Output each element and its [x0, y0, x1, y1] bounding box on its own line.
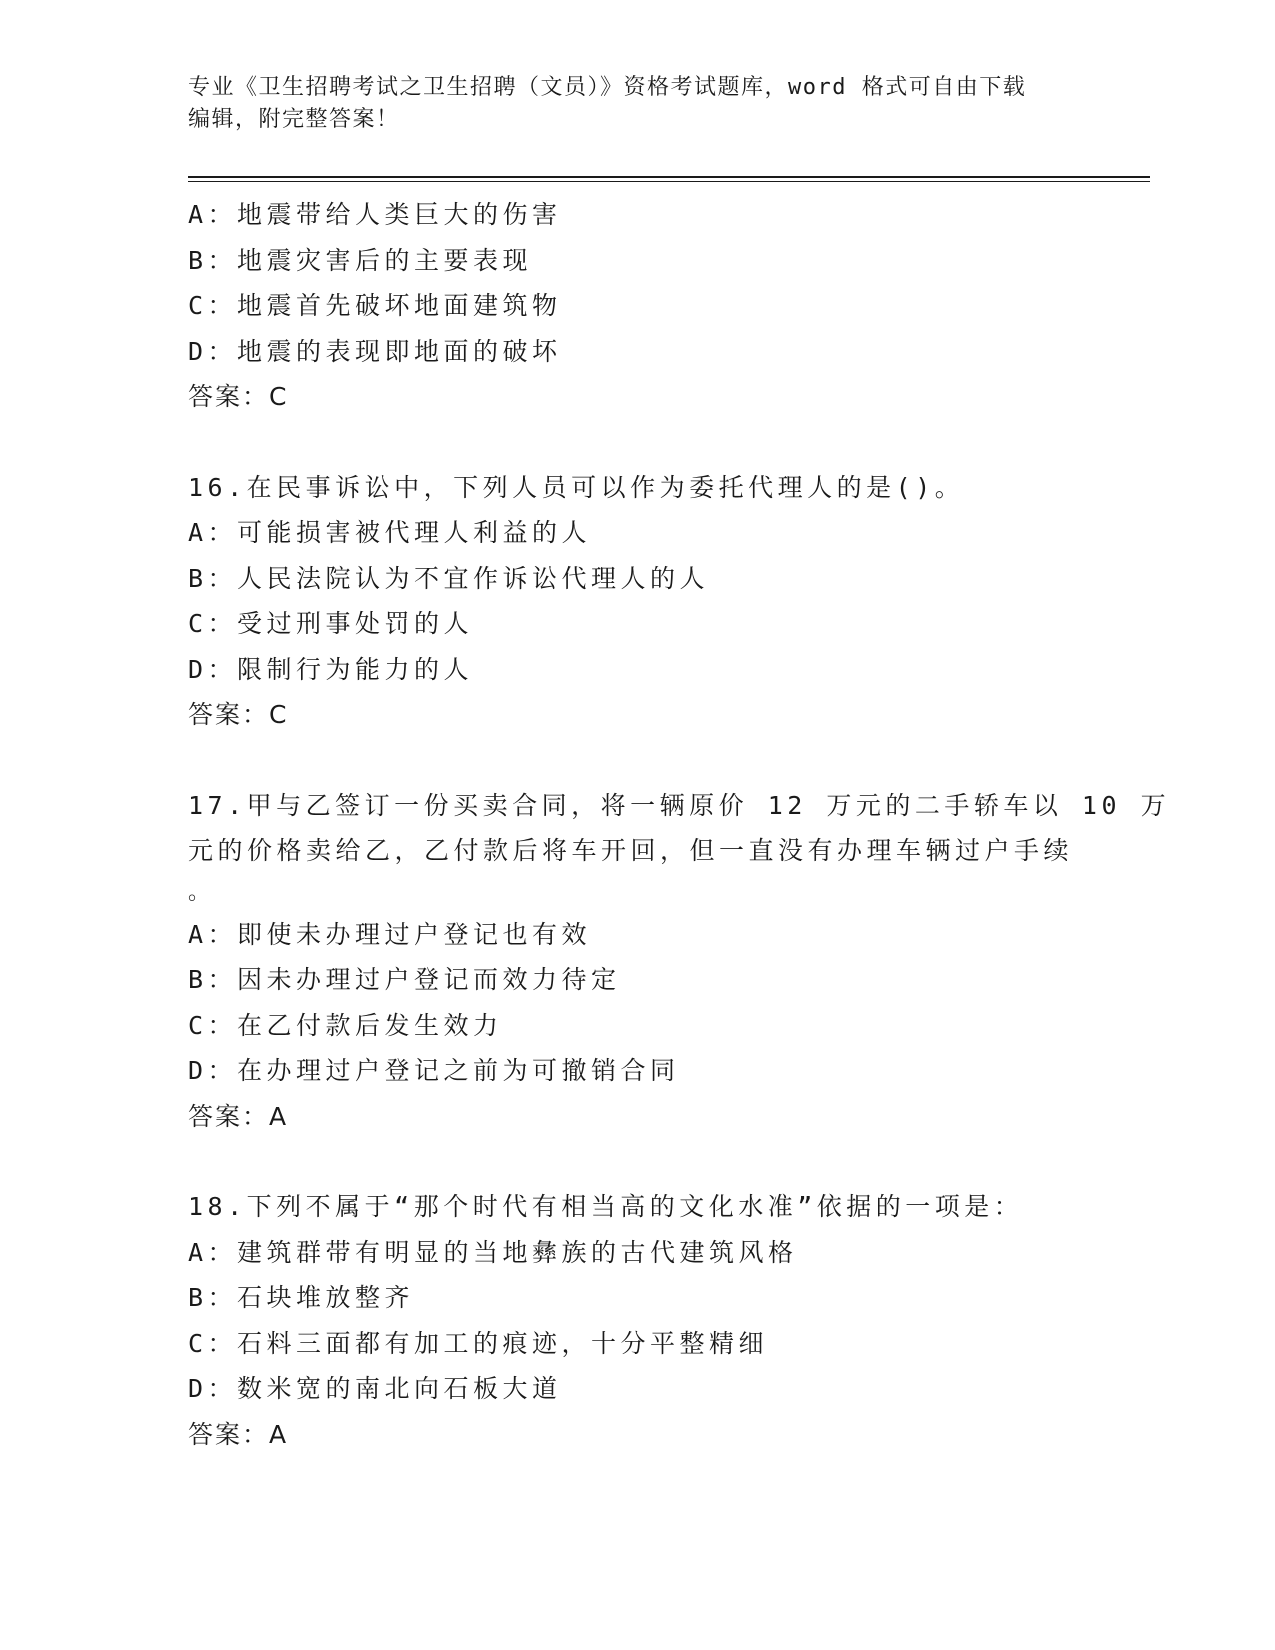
document-header — [188, 72, 1088, 136]
spacer — [188, 738, 1088, 783]
question-stem-line-3: 。 — [188, 879, 215, 905]
option-c: C：石料三面都有加工的痕迹，十分平整精细 — [188, 1328, 769, 1358]
option-c: C：在乙付款后发生效力 — [188, 1010, 503, 1040]
question-18 — [188, 1184, 1088, 1457]
question-stem: 18.下列不属于“那个时代有相当高的文化水准”依据的一项是： — [188, 1192, 1024, 1221]
header-divider-thick — [188, 176, 1150, 178]
option-a: A：地震带给人类巨大的伤害 — [188, 200, 562, 229]
option-b: B：地震灾害后的主要表现 — [188, 245, 533, 275]
question-16 — [188, 465, 1088, 738]
spacer — [188, 420, 1088, 465]
option-c: C：受过刑事处罚的人 — [188, 609, 474, 638]
option-d: D：在办理过户登记之前为可撤销合同 — [188, 1056, 680, 1085]
header-line-2: 编辑，附完整答案！ — [188, 107, 400, 132]
header-divider-thin — [188, 181, 1150, 182]
option-a: A：可能损害被代理人利益的人 — [188, 518, 592, 547]
option-d: D：地震的表现即地面的破坏 — [188, 336, 562, 366]
option-a: A：建筑群带有明显的当地彝族的古代建筑风格 — [188, 1237, 798, 1267]
answer-line: 答案：A — [188, 1419, 289, 1449]
answer-line: 答案：C — [188, 700, 289, 729]
option-d: D：限制行为能力的人 — [188, 654, 474, 684]
spacer — [188, 1139, 1088, 1184]
question-17 — [188, 783, 1171, 1140]
option-b: B：因未办理过户登记而效力待定 — [188, 965, 621, 994]
header-line-1: 专业《卫生招聘考试之卫生招聘（文员）》资格考试题库，word 格式可自由下载 — [188, 75, 1027, 100]
question-list — [188, 192, 1171, 1457]
question-15 — [188, 192, 1088, 420]
option-b: B：石块堆放整齐 — [188, 1283, 415, 1312]
question-stem-line-1: 17.甲与乙签订一份买卖合同，将一辆原价 12 万元的二手轿车以 10 万 — [188, 790, 1171, 820]
option-a: A：即使未办理过户登记也有效 — [188, 919, 592, 949]
question-stem-line-2: 元的价格卖给乙，乙付款后将车开回，但一直没有办理车辆过户手续 — [188, 836, 1074, 865]
question-stem: 16.在民事诉讼中，下列人员可以作为委托代理人的是()。 — [188, 472, 965, 502]
answer-line: 答案：C — [188, 382, 289, 411]
option-b: B：人民法院认为不宜作诉讼代理人的人 — [188, 563, 710, 593]
option-c: C：地震首先破坏地面建筑物 — [188, 291, 562, 320]
option-d: D：数米宽的南北向石板大道 — [188, 1374, 562, 1403]
answer-line: 答案：A — [188, 1101, 289, 1131]
